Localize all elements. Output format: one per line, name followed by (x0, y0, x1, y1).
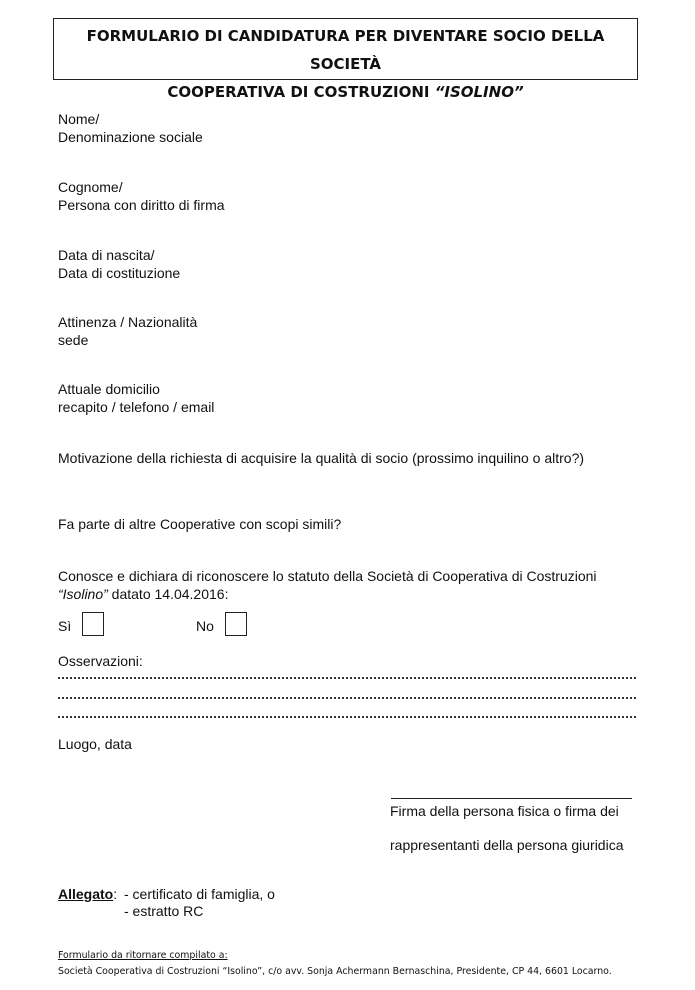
field-nome-label1: Nome/ (58, 111, 100, 127)
choice-si-label: Sì (58, 618, 72, 634)
field-domicilio[interactable] (58, 380, 214, 416)
choice-no-label: No (196, 618, 214, 634)
field-statuto-line2 (58, 585, 597, 603)
osservazioni-line-1[interactable] (58, 671, 636, 679)
signature-caption-line2: rappresentanti della persona giuridica (390, 837, 624, 853)
allegato-colon: : (113, 886, 118, 902)
statuto-date: datato 14.04.2016: (107, 586, 229, 602)
signature-caption-line1: Firma della persona fisica o firma dei (390, 803, 619, 819)
allegato-item-1: - certificato di famiglia, o (124, 886, 275, 902)
field-attinenza-label2: sede (58, 332, 89, 348)
field-nascita-label2: Data di costituzione (58, 265, 181, 281)
field-data-nascita[interactable] (58, 246, 180, 282)
field-altre-coop-label: Fa parte di altre Cooperative con scopi simili? (58, 516, 342, 532)
field-cognome-label1: Cognome/ (58, 179, 123, 195)
field-cognome-label2: Persona con diritto di firma (58, 197, 225, 213)
allegato-items (124, 886, 275, 920)
osservazioni-label: Osservazioni: (58, 653, 143, 669)
form-title-line1: FORMULARIO DI CANDIDATURA PER DIVENTARE SOCIO DELLA SOCIETÀ (86, 27, 605, 73)
choice-no-checkbox[interactable] (225, 612, 247, 636)
form-title-box (53, 18, 638, 101)
choice-si-checkbox[interactable] (82, 612, 104, 636)
form-title-prefix: COOPERATIVA DI COSTRUZIONI (167, 83, 435, 101)
luogo-data-field[interactable] (58, 735, 132, 753)
allegato-section (58, 886, 275, 919)
signature-line[interactable] (391, 798, 632, 799)
footer-address: Società Cooperativa di Costruzioni “Isolino”, c/o avv. Sonja Achermann Bernaschina, Presidente, CP 44, 6601 Locarno. (58, 966, 612, 977)
form-title-line2 (54, 78, 637, 106)
field-cognome[interactable] (58, 178, 225, 214)
osservazioni-line-2[interactable] (58, 691, 636, 699)
field-nascita-label1: Data di nascita/ (58, 247, 155, 263)
field-domicilio-label1: Attuale domicilio (58, 381, 160, 397)
field-statuto-line1: Conosce e dichiara di riconoscere lo statuto della Società di Cooperativa di Costruzioni (58, 568, 597, 584)
allegato-item-2: - estratto RC (124, 903, 204, 919)
field-statuto (58, 567, 597, 603)
osservazioni-line-3[interactable] (58, 710, 636, 718)
field-nome-label2: Denominazione sociale (58, 129, 203, 145)
statuto-coop-name: “Isolino” (58, 586, 108, 602)
footer-heading: Formulario da ritornare compilato a: (58, 950, 228, 961)
cooperative-name: “ISOLINO” (434, 83, 524, 101)
field-nome[interactable] (58, 110, 203, 146)
field-attinenza[interactable] (58, 313, 197, 349)
luogo-data-label: Luogo, data (58, 736, 132, 752)
field-attinenza-label1: Attinenza / Nazionalità (58, 314, 198, 330)
allegato-label: Allegato (58, 886, 114, 902)
field-motivazione-label: Motivazione della richiesta di acquisire la qualità di socio (prossimo inquilino o altro?) (58, 450, 585, 466)
field-motivazione[interactable] (58, 449, 584, 467)
field-altre-cooperative[interactable] (58, 515, 341, 533)
field-domicilio-label2: recapito / telefono / email (58, 399, 215, 415)
